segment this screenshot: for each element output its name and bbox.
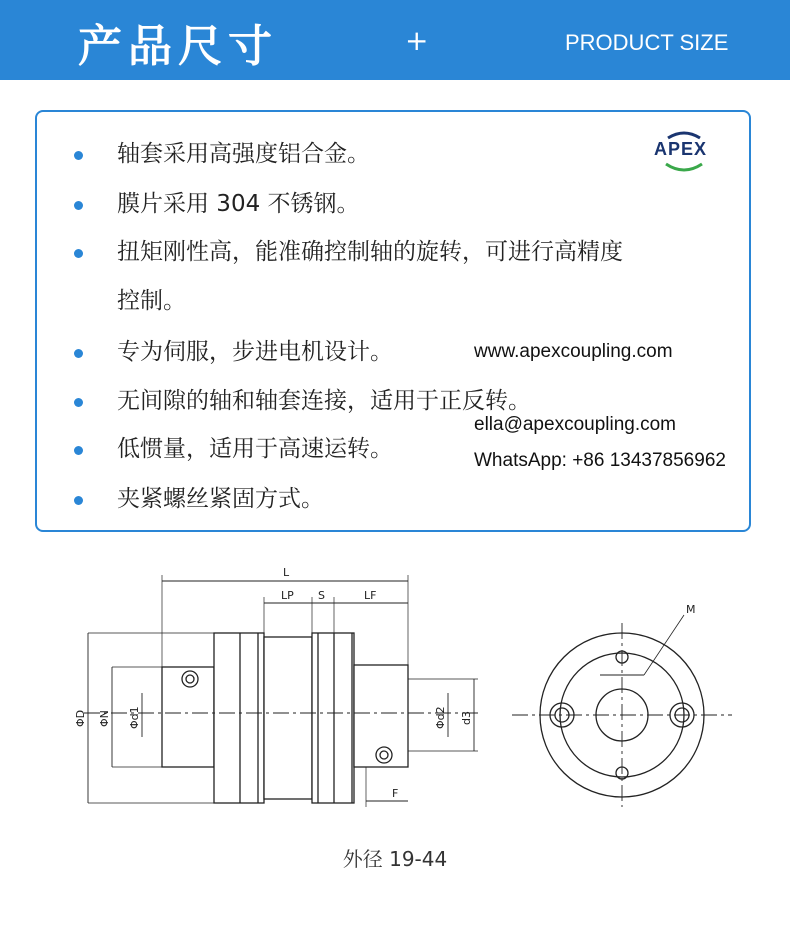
dim-label-F: F (392, 787, 399, 800)
header-bar (0, 0, 790, 80)
watermark-whatsapp: WhatsApp: +86 13437856962 (474, 450, 726, 471)
bullet-icon (74, 398, 83, 407)
dim-label-M: M (686, 603, 696, 616)
header-title-en: PRODUCT SIZE (565, 30, 729, 55)
dim-label-S: S (318, 589, 325, 602)
bullet-icon (74, 349, 83, 358)
watermark-website: www.apexcoupling.com (474, 341, 673, 362)
technical-drawing (0, 555, 790, 855)
drawing-caption: 外径 19-44 (342, 847, 448, 871)
bullet-icon (74, 249, 83, 258)
watermark-email: ella@apexcoupling.com (474, 414, 677, 435)
coupling-side-view (84, 633, 480, 803)
bullet-icon (74, 446, 83, 455)
dim-label-N: ΦN (98, 710, 111, 727)
dim-label-d3: d3 (460, 711, 473, 725)
apex-logo (652, 130, 716, 172)
header-title-cn: 产品尺寸 (78, 21, 278, 72)
dim-label-LP: LP (281, 589, 294, 602)
dim-label-d2: Φd2 (434, 706, 447, 729)
bullet-icon (74, 496, 83, 505)
plus-icon: + (405, 24, 429, 57)
coupling-front-view (512, 615, 732, 807)
dim-label-L: L (283, 566, 290, 579)
dim-label-D: ΦD (74, 709, 87, 727)
bullet-icon (74, 201, 83, 210)
bullet-icon (74, 151, 83, 160)
dim-label-d1: Φd1 (128, 706, 141, 729)
dim-label-LF: LF (364, 589, 377, 602)
logo-text: APEX (654, 139, 708, 159)
features-card: 轴套采用高强度铝合金。 膜片采用 304 不锈钢。 扭矩刚性高，能准确控制轴的旋转，可进行高精度 控制。 专为伺服，步进电机设计。 无间隙的轴和轴套连接，适用于正反转。 低惯量，适用于高速运转。 夹紧螺丝紧固方式。 APEX (35, 110, 751, 532)
